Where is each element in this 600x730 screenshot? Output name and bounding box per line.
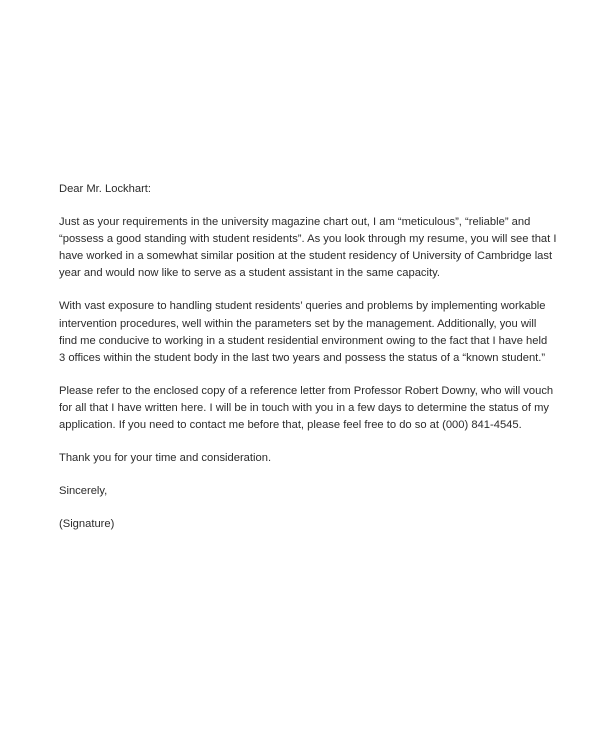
paragraph-line: With vast exposure to handling student residents’ queries and problems by implementing workable xyxy=(59,300,546,313)
paragraph-line: intervention procedures, well within the parameters set by the management. Additionally, you will xyxy=(59,317,537,330)
paragraph-reference xyxy=(59,383,554,434)
closing xyxy=(59,483,551,500)
paragraph-line: Just as your requirements in the university magazine chart out, I am “meticulous”, “reliable” and xyxy=(59,216,531,229)
paragraph-line: year and would now like to serve as a student assistant in the same capacity. xyxy=(59,267,440,280)
signature-block xyxy=(59,516,551,533)
salutation-text: Dear Mr. Lockhart: xyxy=(59,183,152,195)
paragraph-thanks xyxy=(59,450,551,467)
paragraph-line: find me conducive to working in a student residential environment owing to the fact that I have held xyxy=(59,334,548,347)
paragraph-line: have worked in a somewhat similar position at the student residency of University of Cambridge last xyxy=(59,250,553,263)
paragraph-line: 3 offices within the student body in the last two years and possess the status of a “known student.” xyxy=(59,351,546,364)
paragraph-line: Please refer to the enclosed copy of a reference letter from Professor Robert Downy, who will vouch xyxy=(59,384,554,397)
paragraph-line: for all that I have written here. I will be in touch with you in a few days to determine the status of my xyxy=(59,401,550,414)
paragraph-line: Thank you for your time and consideration. xyxy=(59,452,272,465)
paragraph-line: “possess a good standing with student residents”. As you look through my resume, you will see that I xyxy=(59,233,557,246)
closing-text: Sincerely, xyxy=(59,485,108,498)
paragraph-experience xyxy=(59,298,551,366)
letter-body xyxy=(59,181,557,533)
salutation xyxy=(59,181,551,198)
paragraph-line: application. If you need to contact me before that, please feel free to do so at (000) 841-4545. xyxy=(59,419,522,432)
signature-placeholder: (Signature) xyxy=(59,518,115,531)
paragraph-requirements xyxy=(59,214,557,282)
